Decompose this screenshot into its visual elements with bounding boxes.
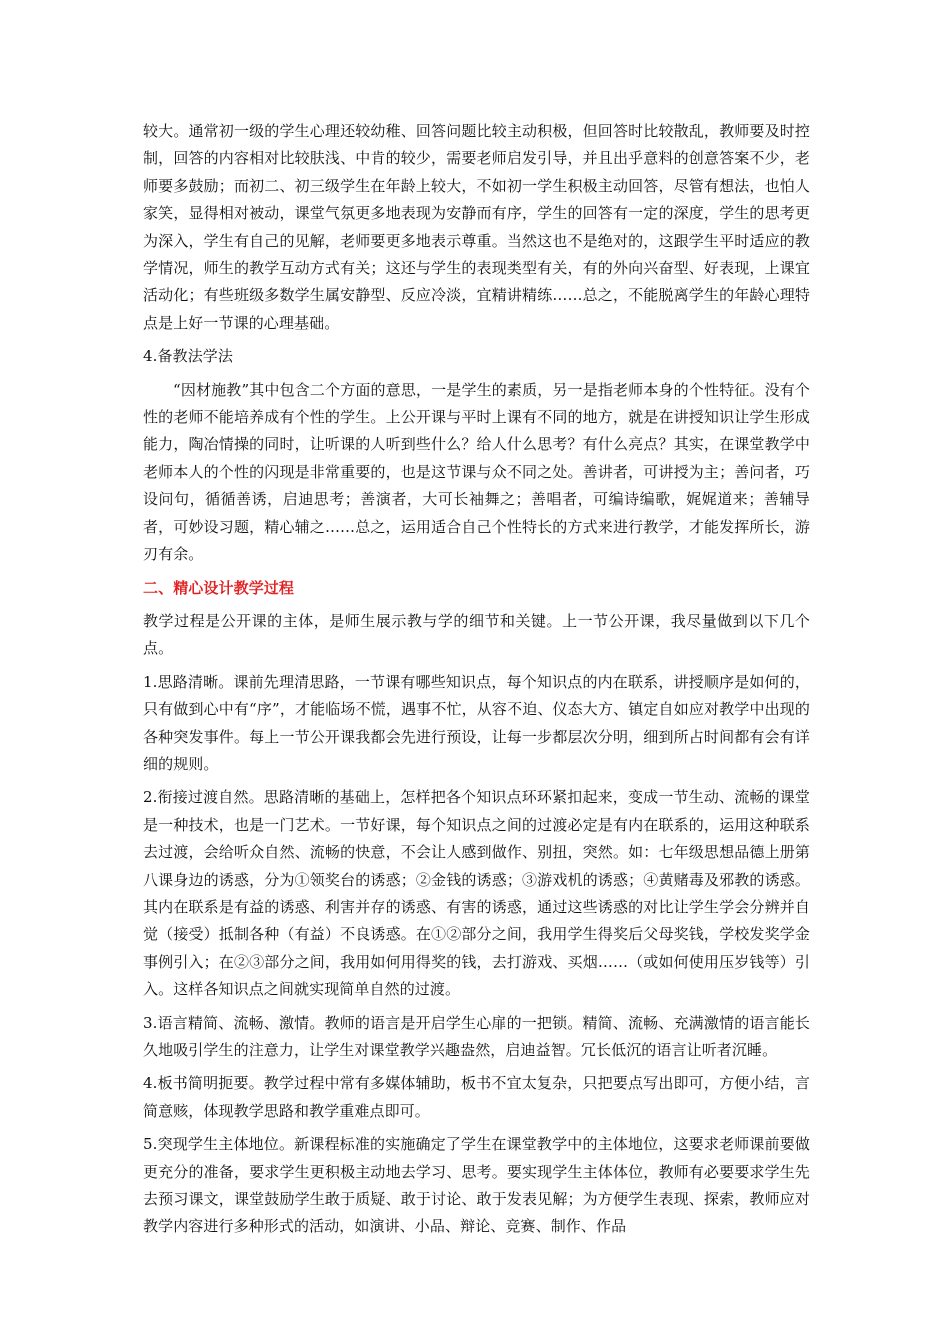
section-item-teaching-methods: 4.备教法学法 [143,347,234,366]
paragraph-natural-transition: 2.衔接过渡自然。思路清晰的基础上，怎样把各个知识点环环紧扣起来，变成一节生动、流畅的课堂是一种技术，也是一门艺术。一节好课，每个知识点之间的过渡必定是有内在联系的，运用这种联系去过渡，会给听众自然、流畅的快意，不会让人感到做作、别扭，突然。如：七年级思想品德上册第八课身边的诱惑，分为①领奖台的诱惑；②金钱的诱惑；③游戏机的诱惑；④黄赌毒及邪教的诱惑。其内在联系是有益的诱惑、利害并存的诱惑、有害的诱惑，通过这些诱惑的对比让学生学会分辨并自觉（接受）抵制各种（有益）不良诱惑。在①②部分之间，我用学生得奖后父母奖钱，学校发奖学金事例引入；在②③部分之间，我用如何用得奖的钱，去打游戏、买烟……（或如何使用压岁钱等）引入。这样各知识点之间就实现简单自然的过渡。 [143,788,810,999]
paragraph-process-intro: 教学过程是公开课的主体，是师生展示教与学的细节和关键。上一节公开课，我尽量做到以下几个点。 [143,611,810,658]
paragraph-teach-by-aptitude: “因材施教”其中包含二个方面的意思，一是学生的素质，另一是指老师本身的个性特征。没有个性的老师不能培养成有个性的学生。上公开课与平时上课有不同的地方，就是在讲授知识让学生形成能力，陶冶情操的同时，让听课的人听到些什么？给人什么思考？有什么亮点？其实，在课堂教学中老师本人的个性的闪现是非常重要的，也是这节课与众不同之处。善讲者，可讲授为主；善问者，巧设问句，循循善诱，启迪思考；善演者，大可长袖舞之；善唱者，可编诗编歌，娓娓道来；善辅导者，可妙设习题，精心辅之……总之，运用适合自己个性特长的方式来进行教学，才能发挥所长，游刃有余。 [143,380,810,564]
paragraph-language: 3.语言精简、流畅、激情。教师的语言是开启学生心扉的一把锁。精简、流畅、充满激情的语言能长久地吸引学生的注意力，让学生对课堂教学兴趣盎然，启迪益智。冗长低沉的语言让听者沉睡。 [143,1013,810,1059]
paragraph-student-centered: 5.突现学生主体地位。新课程标准的实施确定了学生在课堂教学中的主体地位，这要求老师课前要做更充分的准备，要求学生更积极主动地去学习、思考。要实现学生主体体位，教师有必要要求学生先去预习课文，课堂鼓励学生敢于质疑、敢于讨论、敢于发表见解；为方便学生表现、探索，教师应对教学内容进行多种形式的活动，如演讲、小品、辩论、竞赛、制作、作品 [143,1135,810,1236]
paragraph-age-psychology: 较大。通常初一级的学生心理还较幼稚、回答问题比较主动积极，但回答时比较散乱，教师要及时控制，回答的内容相对比较肤浅、中肯的较少，需要老师启发引导，并且出乎意料的创意答案不少，老师要多鼓励；而初二、初三级学生在年龄上较大，不如初一学生积极主动回答，尽管有想法，也怕人家笑，显得相对被动，课堂气氛更多地表现为安静而有序，学生的回答有一定的深度，学生的思考更为深入，学生有自己的见解，老师要更多地表示尊重。当然这也不是绝对的，这跟学生平时适应的教学情况，师生的教学互动方式有关；这还与学生的表现类型有关，有的外向兴奋型、好表现，上课宜活动化；有些班级多数学生属安静型、反应冷淡，宜精讲精练……总之，不能脱离学生的年龄心理特点是上好一节课的心理基础。 [143,122,810,332]
paragraph-blackboard: 4.板书简明扼要。教学过程中常有多媒体辅助，板书不宜太复杂，只把要点写出即可，方便小结，言简意赅，体现教学思路和教学重难点即可。 [143,1074,810,1120]
section-heading-teaching-process: 二、精心设计教学过程 [143,578,295,597]
paragraph-clear-thinking: 1.思路清晰。课前先理清思路，一节课有哪些知识点，每个知识点的内在联系，讲授顺序是如何的，只有做到心中有“序”，才能临场不慌，遇事不忙，从容不迫、仪态大方、镇定自如应对教学中出现的各种突发事件。每上一节公开课我都会先进行预设，让每一步都层次分明，细到所占时间都有会有详细的规则。 [143,672,810,773]
document-page [143,118,810,1247]
